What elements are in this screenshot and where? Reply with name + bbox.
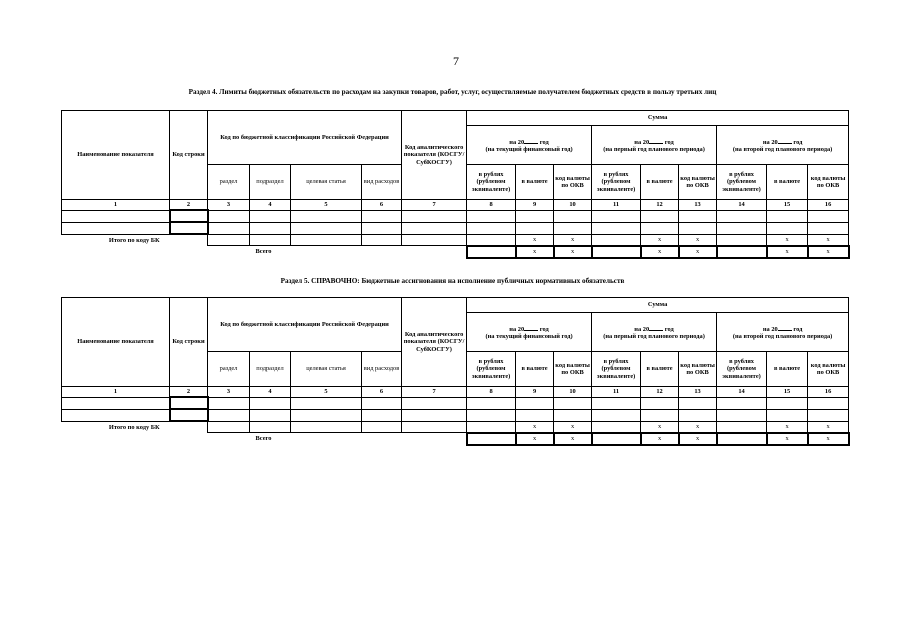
header-year-current: на 20 год (на текущий финансовый год) <box>467 126 592 165</box>
header-rub: в рублях (рублевом эквиваленте) <box>592 352 641 387</box>
column-number: 11 <box>592 387 641 398</box>
column-number: 9 <box>516 200 554 211</box>
header-expense-type: вид расходов <box>362 165 402 200</box>
x-mark: x <box>554 421 592 433</box>
total-row <box>62 433 849 445</box>
column-number: 10 <box>554 200 592 211</box>
x-mark: x <box>516 433 554 445</box>
x-mark: x <box>767 421 808 433</box>
header-currency: в валюте <box>641 165 679 200</box>
x-mark: x <box>679 433 717 445</box>
x-mark: x <box>767 234 808 246</box>
header-target-item: целевая статья <box>291 352 362 387</box>
column-number: 13 <box>679 200 717 211</box>
header-rub: в рублях (рублевом эквиваленте) <box>467 165 516 200</box>
section-4-table <box>61 110 850 259</box>
x-mark: x <box>808 234 849 246</box>
column-number: 3 <box>208 387 250 398</box>
column-number: 5 <box>291 200 362 211</box>
header-currency: в валюте <box>767 165 808 200</box>
header-row-code: Код строки <box>170 111 208 200</box>
total-bk-label: Итого по коду БК <box>108 423 160 431</box>
x-mark: x <box>516 234 554 246</box>
header-section: раздел <box>208 165 250 200</box>
x-mark: x <box>516 246 554 258</box>
header-rub: в рублях (рублевом эквиваленте) <box>717 165 767 200</box>
total-label: Всего <box>255 435 272 443</box>
header-subsection: подраздел <box>250 352 291 387</box>
x-mark: x <box>767 433 808 445</box>
x-mark: x <box>679 234 717 246</box>
total-bk-row <box>62 234 849 246</box>
column-number: 6 <box>362 200 402 211</box>
x-mark: x <box>641 421 679 433</box>
x-mark: x <box>641 234 679 246</box>
column-number: 11 <box>592 200 641 211</box>
header-okv: код валюты по ОКВ <box>554 165 592 200</box>
x-mark: x <box>679 421 717 433</box>
column-number: 14 <box>717 387 767 398</box>
column-number: 1 <box>62 387 170 398</box>
table-row <box>62 210 849 222</box>
section-4-title: Раздел 4. Лимиты бюджетных обязательств по расходам на закупки товаров, работ, услуг, осуществляемые получателем бюджетных средств в пользу третьих лиц <box>188 88 717 96</box>
column-number: 9 <box>516 387 554 398</box>
header-section: раздел <box>208 352 250 387</box>
table-row <box>62 409 849 421</box>
header-bk-code: Код по бюджетной классификации Российской Федерации <box>208 111 402 165</box>
x-mark: x <box>767 246 808 258</box>
total-bk-label: Итого по коду БК <box>108 236 160 244</box>
header-year-plan-2: на 20 год (на второй год планового периода) <box>717 313 849 352</box>
header-currency: в валюте <box>641 352 679 387</box>
column-number: 2 <box>170 387 208 398</box>
column-number: 12 <box>641 387 679 398</box>
section-5-table <box>61 297 850 446</box>
total-bk-row <box>62 421 849 433</box>
column-number: 15 <box>767 387 808 398</box>
column-number: 2 <box>170 200 208 211</box>
header-subsection: подраздел <box>250 165 291 200</box>
column-number: 6 <box>362 387 402 398</box>
header-year-plan-1: на 20 год (на первый год планового периода) <box>592 313 717 352</box>
header-indicator-name: Наименование показателя <box>62 111 170 200</box>
column-number-row <box>62 200 849 211</box>
header-rub: в рублях (рублевом эквиваленте) <box>717 352 767 387</box>
header-sum: Сумма <box>467 111 849 126</box>
header-year-plan-2: на 20 год (на второй год планового периода) <box>717 126 849 165</box>
total-row <box>62 246 849 258</box>
total-label: Всего <box>255 248 272 256</box>
column-number: 15 <box>767 200 808 211</box>
column-number: 8 <box>467 200 516 211</box>
column-number: 16 <box>808 200 849 211</box>
section-5-title: Раздел 5. СПРАВОЧНО: Бюджетные ассигнования на исполнение публичных нормативных обязательств <box>280 277 625 285</box>
x-mark: x <box>641 433 679 445</box>
header-year-current: на 20 год (на текущий финансовый год) <box>467 313 592 352</box>
header-indicator-name: Наименование показателя <box>62 298 170 387</box>
header-okv: код валюты по ОКВ <box>808 165 849 200</box>
header-okv: код валюты по ОКВ <box>679 165 717 200</box>
header-okv: код валюты по ОКВ <box>808 352 849 387</box>
table-row <box>62 397 849 409</box>
header-okv: код валюты по ОКВ <box>554 352 592 387</box>
column-number: 12 <box>641 200 679 211</box>
header-currency: в валюте <box>516 352 554 387</box>
column-number: 1 <box>62 200 170 211</box>
table-row <box>62 222 849 234</box>
header-expense-type: вид расходов <box>362 352 402 387</box>
x-mark: x <box>808 421 849 433</box>
column-number: 13 <box>679 387 717 398</box>
column-number-row <box>62 387 849 398</box>
header-kosgu-code: Код аналитического показателя (КОСГУ/ СубКОСГУ) <box>402 298 467 387</box>
header-rub: в рублях (рублевом эквиваленте) <box>467 352 516 387</box>
header-currency: в валюте <box>767 352 808 387</box>
header-currency: в валюте <box>516 165 554 200</box>
header-bk-code: Код по бюджетной классификации Российской Федерации <box>208 298 402 352</box>
x-mark: x <box>554 246 592 258</box>
column-number: 7 <box>402 387 467 398</box>
column-number: 14 <box>717 200 767 211</box>
header-target-item: целевая статья <box>291 165 362 200</box>
column-number: 10 <box>554 387 592 398</box>
x-mark: x <box>808 246 849 258</box>
header-rub: в рублях (рублевом эквиваленте) <box>592 165 641 200</box>
page-number: 7 <box>453 54 459 68</box>
column-number: 5 <box>291 387 362 398</box>
column-number: 8 <box>467 387 516 398</box>
header-row-code: Код строки <box>170 298 208 387</box>
x-mark: x <box>641 246 679 258</box>
x-mark: x <box>516 421 554 433</box>
column-number: 16 <box>808 387 849 398</box>
x-mark: x <box>808 433 849 445</box>
header-sum: Сумма <box>467 298 849 313</box>
column-number: 7 <box>402 200 467 211</box>
x-mark: x <box>554 234 592 246</box>
header-year-plan-1: на 20 год (на первый год планового периода) <box>592 126 717 165</box>
header-kosgu-code: Код аналитического показателя (КОСГУ/ СубКОСГУ) <box>402 111 467 200</box>
column-number: 4 <box>250 387 291 398</box>
x-mark: x <box>554 433 592 445</box>
column-number: 4 <box>250 200 291 211</box>
x-mark: x <box>679 246 717 258</box>
header-okv: код валюты по ОКВ <box>679 352 717 387</box>
column-number: 3 <box>208 200 250 211</box>
